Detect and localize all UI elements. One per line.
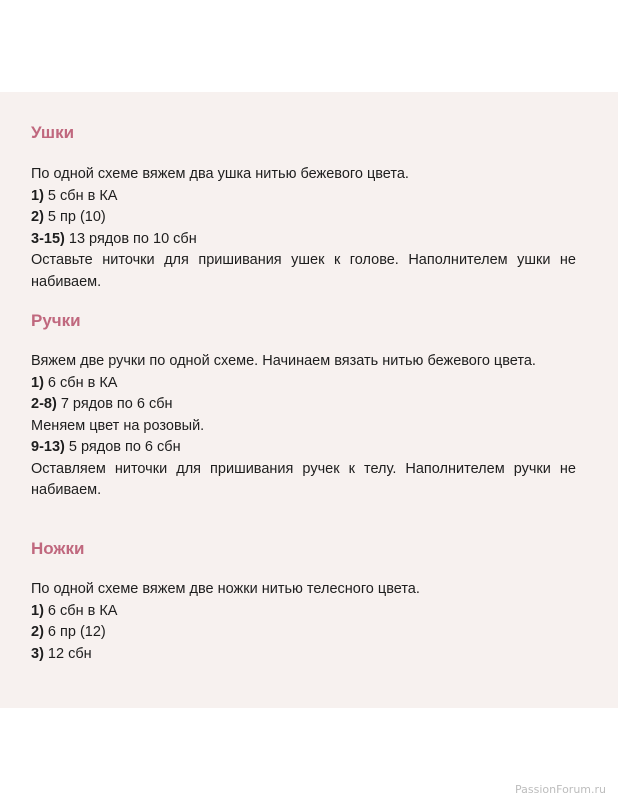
row-text: 7 рядов по 6 сбн: [56, 396, 173, 412]
section-note: Оставьте ниточки для пришивания ушек к голове. Наполнителем ушки не набиваем.: [31, 252, 576, 290]
row-number: 2): [31, 209, 44, 225]
row-text: 6 сбн в КА: [43, 374, 118, 391]
section-title-arms: Ручки: [31, 311, 81, 330]
row-number: 3): [31, 645, 44, 662]
pattern-row: [31, 186, 576, 208]
section-note: Оставляем ниточки для пришивания ручек к телу. Наполнителем ручки не набиваем.: [31, 460, 576, 498]
row-text: 6 сбн в КА: [43, 602, 118, 619]
row-number: 1): [31, 187, 44, 204]
pattern-row: [31, 622, 576, 644]
pattern-row: [31, 207, 576, 229]
pattern-row: [31, 644, 576, 666]
site-watermark: PassionForum.ru: [515, 783, 606, 796]
row-number: 2-8): [31, 396, 57, 412]
color-change-note: Меняем цвет на розовый.: [31, 417, 205, 434]
section-title-legs: Ножки: [31, 539, 85, 558]
row-number: 1): [31, 374, 44, 391]
section-body-arms: [31, 351, 576, 502]
pattern-row: [31, 373, 576, 395]
section-body-ears: [31, 164, 576, 293]
row-number: 3-15): [31, 230, 65, 247]
section-intro: По одной схеме вяжем две ножки нитью телесного цвета.: [31, 581, 420, 597]
content-panel: [0, 92, 618, 708]
row-text: 12 сбн: [43, 645, 92, 662]
section-body-legs: [31, 579, 576, 665]
pattern-row: [31, 229, 576, 251]
row-number: 1): [31, 602, 44, 619]
row-number: 2): [31, 624, 44, 640]
pattern-row: [31, 394, 576, 416]
row-text: 13 рядов по 10 сбн: [64, 230, 197, 247]
section-intro: По одной схеме вяжем два ушка нитью бежевого цвета.: [31, 166, 409, 182]
row-text: 5 рядов по 6 сбн: [64, 439, 181, 455]
row-text: 5 пр (10): [43, 209, 106, 225]
pattern-row: [31, 437, 576, 459]
pattern-row: [31, 601, 576, 623]
row-text: 6 пр (12): [43, 624, 106, 640]
section-title-ears: Ушки: [31, 123, 75, 142]
row-text: 5 сбн в КА: [43, 187, 118, 204]
row-number: 9-13): [31, 439, 65, 455]
section-intro: Вяжем две ручки по одной схеме. Начинаем вязать нитью бежевого цвета.: [31, 353, 536, 369]
